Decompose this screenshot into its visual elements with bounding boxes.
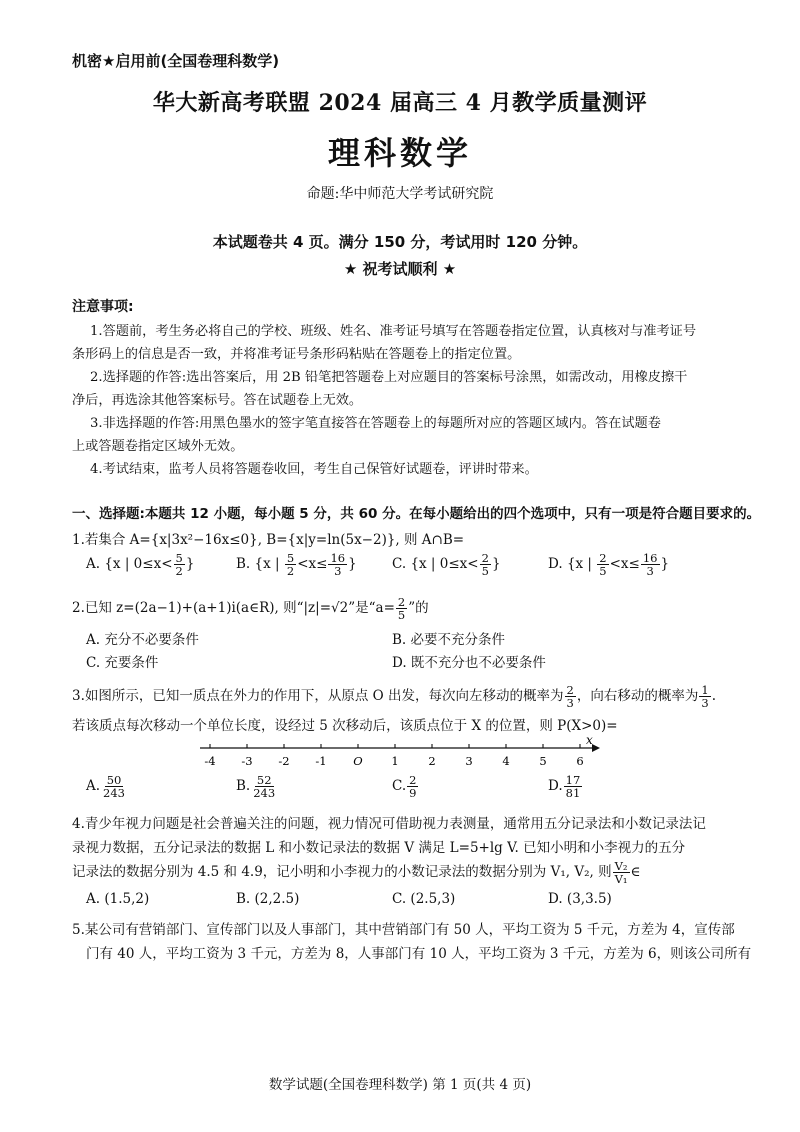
q1-option-c: C. {x | 0≤x< $\frac{2}{5}$ }: [392, 551, 501, 579]
number-line-label: 2: [428, 754, 436, 768]
number-line-label: -4: [204, 754, 216, 768]
number-line-label: 4: [502, 754, 510, 768]
axis-variable-label: x: [586, 734, 593, 747]
number-line-label: 5: [539, 754, 547, 768]
notice-line: 4.考试结束，监考人员将答题卷收回，考生自己保管好试题卷，评讲时带来。: [90, 462, 538, 477]
q4-option-a: A. (1.5,2): [86, 891, 150, 907]
q2-option-c: C. 充要条件: [86, 655, 159, 671]
notice-line: 3.非选择题的作答:用黑色墨水的签字笔直接答在答题卷上的每题所对应的答题区域内。答在试题卷: [90, 416, 661, 431]
number-line-label: -3: [241, 754, 253, 768]
q3-option-d: D. $\frac{17}{81}$: [548, 773, 581, 801]
question-4-line3: 记录法的数据分别为 4.5 和 4.9，记小明和小李视力的小数记录法的数据分别为 V₁, V₂, 则 $\frac{\text{V₂}}{\text{V₁}}$ ∈: [72, 859, 641, 887]
q1-option-d: D. {x | $\frac{2}{5}$ <x≤ $\frac{16}{3}$ }: [548, 551, 670, 579]
q3-option-c: C. $\frac{2}{9}$: [392, 773, 417, 801]
notice-line: 上或答题卷指定区域外无效。: [72, 439, 244, 454]
q1-option-b: B. {x | $\frac{5}{2}$ <x≤ $\frac{16}{3}$ }: [236, 551, 357, 579]
question-4-line2: 录视力数据，五分记录法的数据 L 和小数记录法的数据 V 满足 L=5+lg V. 已知小明和小李视力的五分: [72, 840, 686, 856]
notice-heading: 注意事项:: [72, 299, 134, 315]
q2-option-a: A. 充分不必要条件: [86, 632, 199, 648]
section-heading: 一、选择题:本题共 12 小题，每小题 5 分，共 60 分。在每小题给出的四个选项中，只有一项是符合题目要求的。: [72, 506, 761, 522]
number-line-label: 3: [465, 754, 473, 768]
number-line-label: -2: [278, 754, 290, 768]
q3-option-a: A. $\frac{50}{243}$: [86, 773, 125, 801]
question-5-line1: 5.某公司有营销部门、宣传部门以及人事部门，其中营销部门有 50 人，平均工资为 5 千元，方差为 4，宣传部: [72, 922, 735, 938]
notice-line: 净后，再选涂其他答案标号。答在试题卷上无效。: [72, 393, 363, 408]
page-footer: 数学试题(全国卷理科数学) 第 1 页(共 4 页): [268, 1077, 532, 1093]
confidential-mark: 机密★启用前(全国卷理科数学): [72, 52, 280, 70]
q2-option-d: D. 既不充分也不必要条件: [392, 655, 546, 671]
number-line-label: O: [353, 754, 363, 768]
author-line: 命题:华中师范大学考试研究院: [306, 186, 494, 202]
q4-option-c: C. (2.5,3): [392, 891, 456, 907]
question-5-line2: 门有 40 人，平均工资为 3 千元，方差为 8，人事部门有 10 人，平均工资为 3 千元，方差为 6，则该公司所有: [86, 946, 752, 962]
notice-line: 1.答题前，考生务必将自己的学校、班级、姓名、准考证号填写在答题卷指定位置，认真核对与准考证号: [90, 324, 697, 339]
notice-line: 2.选择题的作答:选出答案后，用 2B 铅笔把答题卷上对应题目的答案标号涂黑，如需改动，用橡皮擦干: [90, 370, 688, 385]
subject-title: 理科数学: [327, 134, 472, 172]
q4-option-d: D. (3,3.5): [548, 891, 612, 907]
q1-option-a: A. {x | 0≤x< $\frac{5}{2}$ }: [86, 551, 195, 579]
question-3-line1: 3.如图所示，已知一质点在外力的作用下，从原点 O 出发，每次向左移动的概率为 $\frac{2}{3}$ ，向右移动的概率为 $\frac{1}{3}$ .: [72, 683, 716, 711]
number-line-label: 6: [576, 754, 584, 768]
notice-line: 条形码上的信息是否一致，并将准考证号条形码粘贴在答题卷上的指定位置。: [72, 347, 521, 362]
number-line-label: -1: [315, 754, 327, 768]
good-luck-line: ★ 祝考试顺利 ★: [343, 260, 457, 278]
q3-option-b: B. $\frac{52}{243}$: [236, 773, 276, 801]
exam-title: 华大新高考联盟 2024 届高三 4 月教学质量测评: [152, 90, 648, 116]
question-4-line1: 4.青少年视力问题是社会普遍关注的问题，视力情况可借助视力表测量，通常用五分记录法和小数记录法记: [72, 816, 706, 832]
q2-option-b: B. 必要不充分条件: [392, 632, 506, 648]
question-1-stem: 1.若集合 A={x|3x²−16x≤0}, B={x|y=ln(5x−2)}, 则 A∩B=: [72, 532, 465, 548]
number-line-label: 1: [391, 754, 399, 768]
q4-option-b: B. (2,2.5): [236, 891, 300, 907]
question-3-line2: 若该质点每次移动一个单位长度，设经过 5 次移动后，该质点位于 X 的位置，则 P(X>0)=: [72, 718, 618, 734]
exam-info: 本试题卷共 4 页。满分 150 分，考试用时 120 分钟。: [212, 233, 588, 251]
number-line-figure: [196, 734, 606, 774]
axis-arrow: [592, 744, 600, 752]
question-2-stem: 2.已知 z=(2a−1)+(a+1)i(a∈R), 则“|z|=√2”是“a= $\frac{2}{5}$ ”的: [72, 595, 429, 623]
